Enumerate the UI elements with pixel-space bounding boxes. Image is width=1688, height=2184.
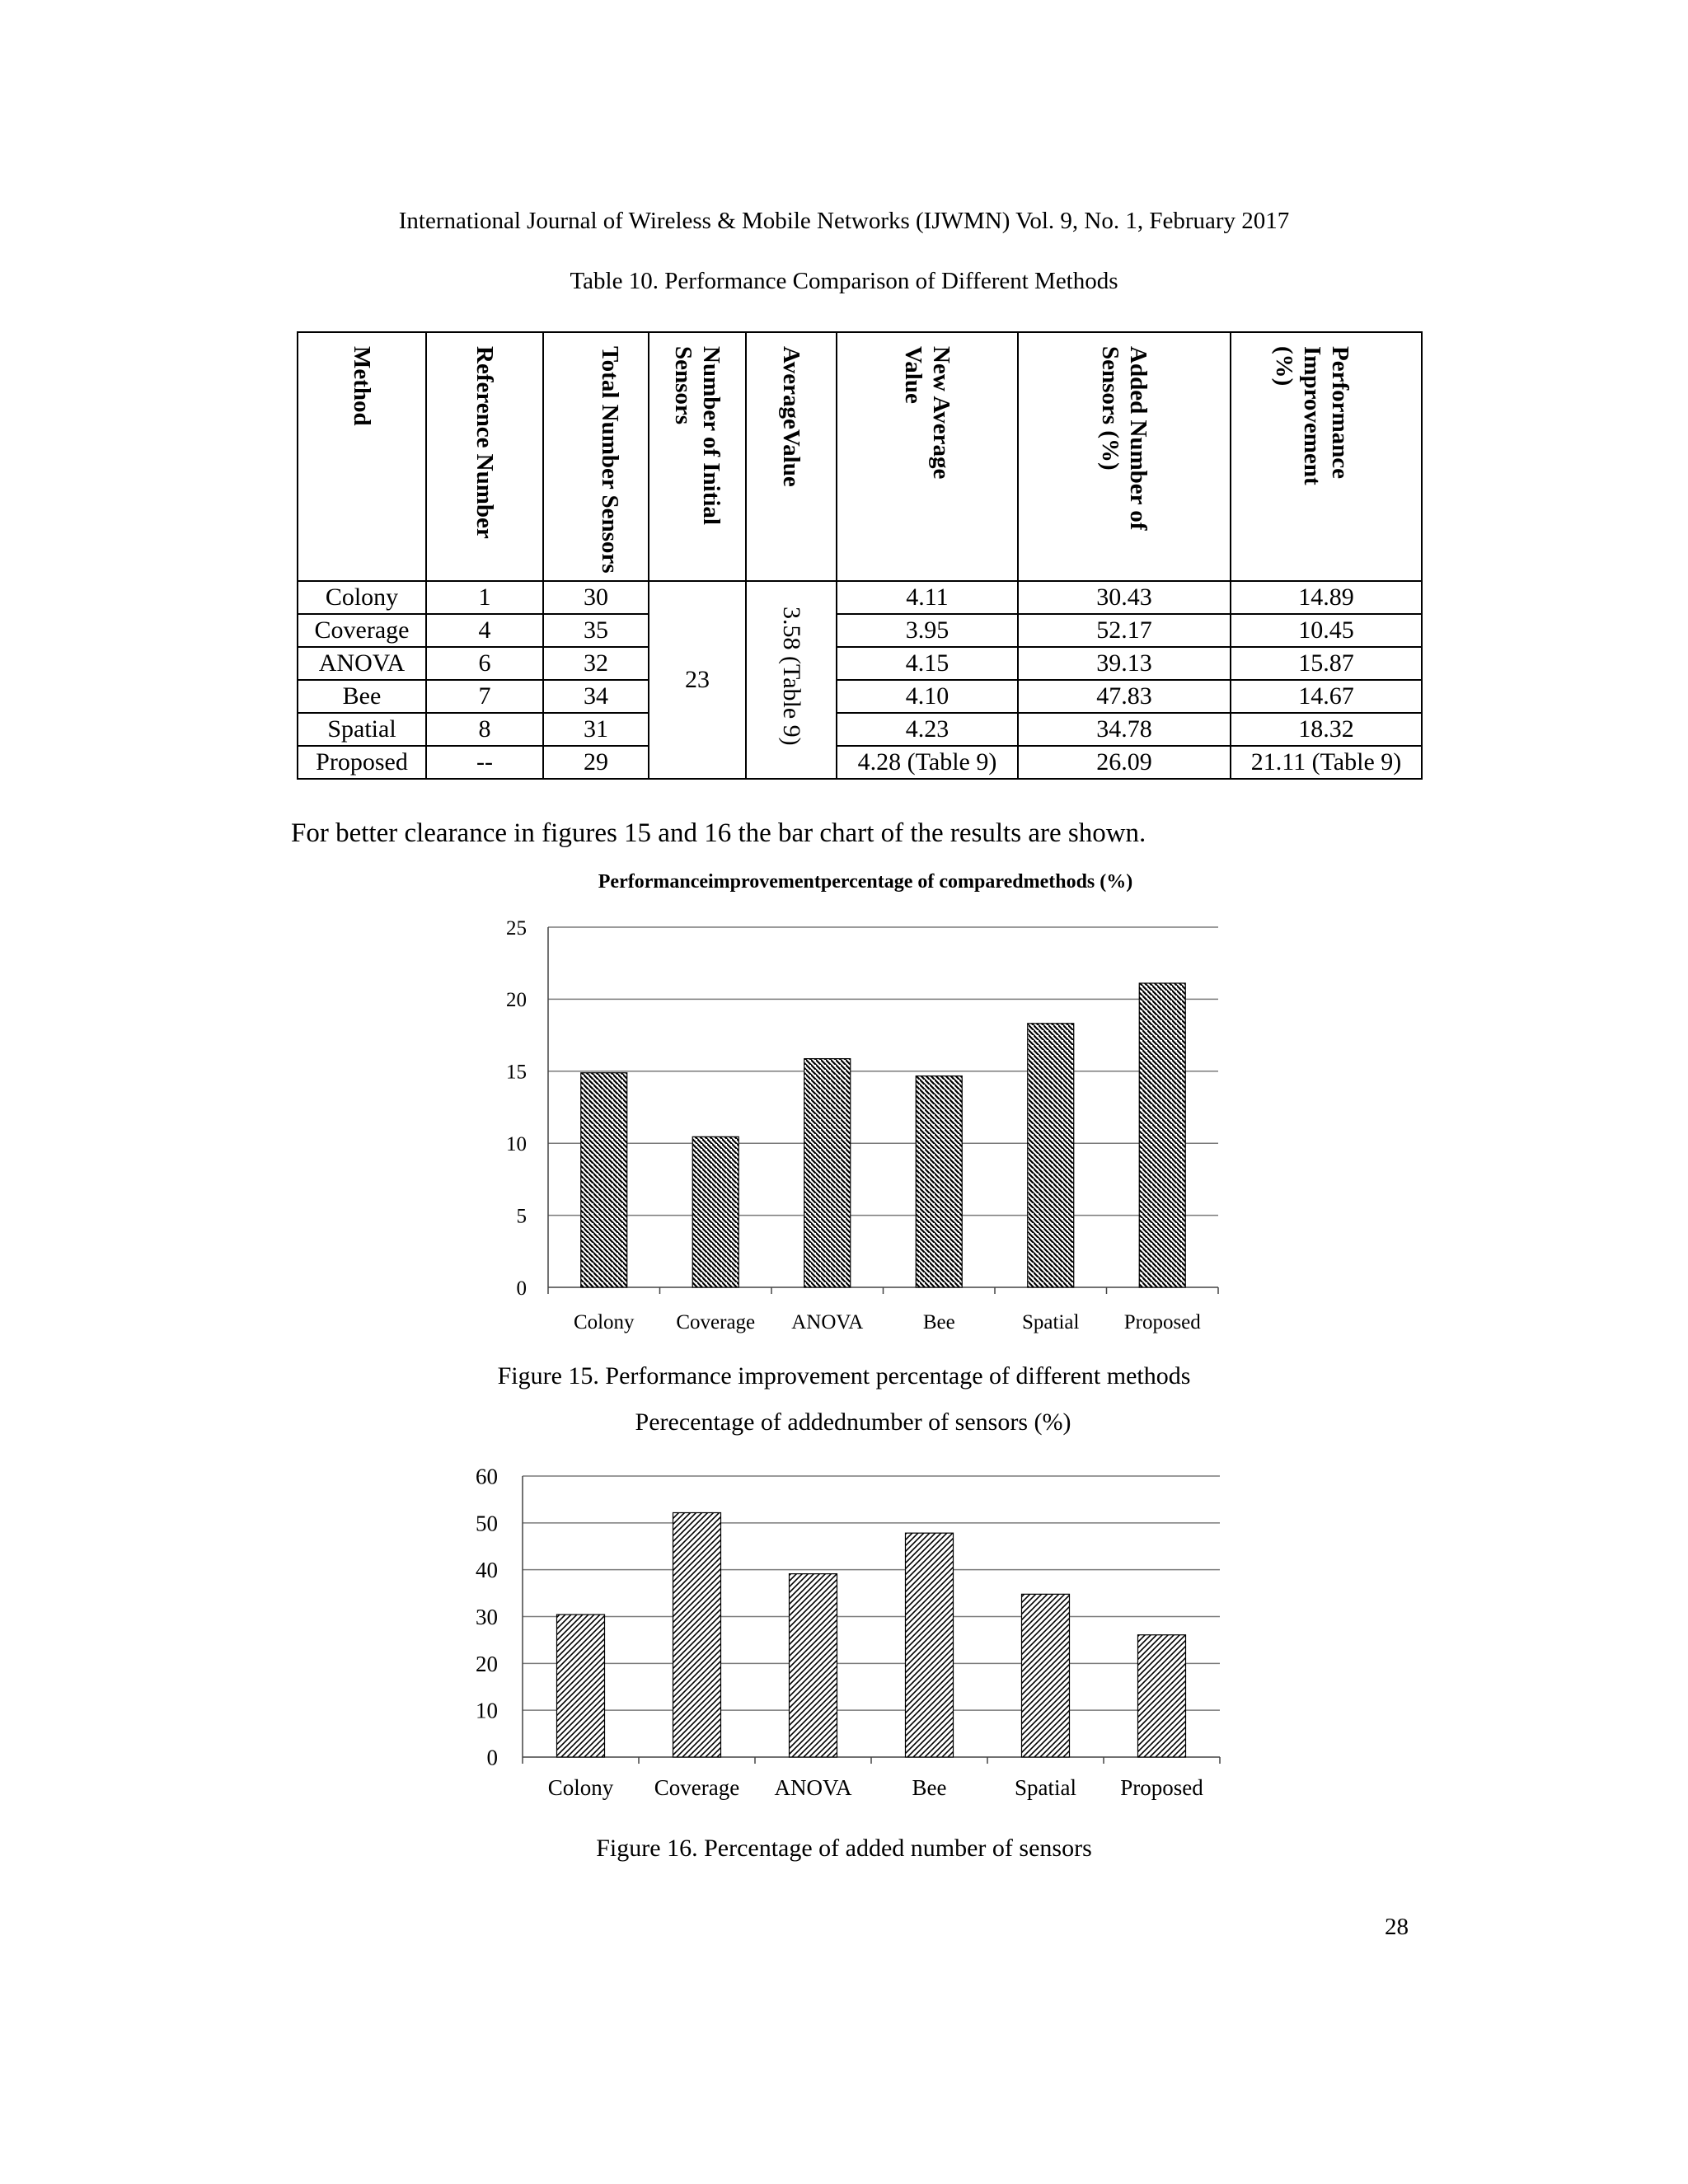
table-row	[298, 680, 1422, 713]
x-axis-labels	[574, 1311, 1201, 1333]
x-tick-label: Coverage	[654, 1775, 740, 1800]
y-tick-label: 30	[476, 1604, 498, 1629]
x-tick-label: Spatial	[1022, 1311, 1080, 1333]
cell-perf: 18.32	[1231, 713, 1422, 746]
cell-ref: 7	[426, 680, 543, 713]
bar-proposed	[1139, 983, 1185, 1287]
figure-15-caption: Figure 15. Performance improvement percentage of different methods	[497, 1362, 1191, 1390]
header-average-value: AverageValue	[746, 332, 837, 581]
x-axis-labels	[548, 1775, 1204, 1800]
y-tick-label: 60	[476, 1464, 498, 1489]
figure-16-chart	[0, 1401, 1688, 1821]
average-value-text: 3.58 (Table 9)	[778, 607, 805, 746]
cell-new-avg: 3.95	[837, 614, 1018, 647]
table-row	[298, 581, 1422, 614]
cell-method: ANOVA	[298, 647, 426, 680]
header-total-number-sensors: Total Number Sensors	[543, 332, 649, 581]
gridlines	[523, 1476, 1220, 1764]
figure-16-caption: Figure 16. Percentage of added number of sensors	[596, 1835, 1092, 1862]
intro-paragraph: For better clearance in figures 15 and 16 the bar chart of the results are shown.	[291, 818, 1146, 848]
x-tick-label: Bee	[922, 1311, 955, 1333]
table-header-row	[298, 332, 1422, 581]
header-number-initial-sensors: Number of Initial Sensors	[649, 332, 746, 581]
cell-method: Coverage	[298, 614, 426, 647]
cell-added: 30.43	[1018, 581, 1231, 614]
cell-added: 39.13	[1018, 647, 1231, 680]
cell-new-avg: 4.23	[837, 713, 1018, 746]
cell-new-avg: 4.11	[837, 581, 1018, 614]
cell-total: 32	[543, 647, 649, 680]
table-row	[298, 746, 1422, 779]
cell-total: 34	[543, 680, 649, 713]
cell-perf: 21.11 (Table 9)	[1231, 746, 1422, 779]
cell-ref: 4	[426, 614, 543, 647]
y-tick-label: 40	[476, 1558, 498, 1583]
table-row	[298, 614, 1422, 647]
y-tick-label: 15	[506, 1061, 527, 1084]
cell-added: 47.83	[1018, 680, 1231, 713]
bar-anova	[804, 1059, 851, 1287]
x-tick-label: Proposed	[1120, 1775, 1203, 1800]
y-tick-label: 5	[516, 1205, 527, 1228]
table-row	[298, 647, 1422, 680]
page-number: 28	[1385, 1914, 1409, 1940]
cell-ref: 8	[426, 713, 543, 746]
bars	[581, 983, 1186, 1287]
cell-added: 52.17	[1018, 614, 1231, 647]
cell-perf: 14.89	[1231, 581, 1422, 614]
y-tick-label: 10	[506, 1132, 527, 1155]
table-row	[298, 713, 1422, 746]
x-tick-label: Spatial	[1015, 1775, 1076, 1800]
header-method: Method	[298, 332, 426, 581]
cell-method: Spatial	[298, 713, 426, 746]
y-axis-ticks	[506, 917, 527, 1300]
x-tick-label: Proposed	[1123, 1311, 1201, 1333]
bars	[557, 1513, 1186, 1757]
y-tick-label: 50	[476, 1511, 498, 1536]
cell-new-avg: 4.10	[837, 680, 1018, 713]
gridlines	[548, 927, 1218, 1294]
bar-bee	[916, 1076, 962, 1287]
bar-coverage	[673, 1513, 721, 1757]
x-tick-label: Colony	[547, 1775, 614, 1800]
bar-colony	[557, 1615, 605, 1757]
results-table	[297, 331, 1423, 780]
x-tick-label: ANOVA	[791, 1311, 864, 1333]
y-tick-label: 20	[506, 989, 527, 1012]
bar-proposed	[1138, 1635, 1186, 1757]
cell-new-avg: 4.15	[837, 647, 1018, 680]
cell-perf: 15.87	[1231, 647, 1422, 680]
header-reference-number: Reference Number	[426, 332, 543, 581]
bar-spatial	[1028, 1024, 1074, 1287]
cell-perf: 14.67	[1231, 680, 1422, 713]
cell-added: 34.78	[1018, 713, 1231, 746]
header-added-number-sensors: Added Number of Sensors (%)	[1018, 332, 1231, 581]
bar-colony	[581, 1073, 627, 1287]
cell-average-value	[746, 581, 837, 779]
journal-header: International Journal of Wireless & Mobile Networks (IJWMN) Vol. 9, No. 1, February 2017	[398, 208, 1290, 234]
y-axis-ticks	[476, 1464, 498, 1769]
cell-method: Proposed	[298, 746, 426, 779]
y-tick-label: 0	[486, 1745, 498, 1770]
cell-ref: 1	[426, 581, 543, 614]
figure-15-chart	[0, 857, 1688, 1352]
cell-method: Bee	[298, 680, 426, 713]
y-tick-label: 10	[476, 1698, 498, 1723]
bar-coverage	[692, 1137, 738, 1287]
cell-total: 30	[543, 581, 649, 614]
header-performance-improvement: Performance Improvement (%)	[1231, 332, 1422, 581]
x-tick-label: Coverage	[676, 1311, 756, 1333]
cell-ref: 6	[426, 647, 543, 680]
cell-new-avg: 4.28 (Table 9)	[837, 746, 1018, 779]
x-tick-label: ANOVA	[774, 1775, 852, 1800]
bar-bee	[906, 1533, 954, 1757]
cell-initial-sensors: 23	[649, 581, 746, 779]
y-tick-label: 20	[476, 1651, 498, 1676]
cell-total: 31	[543, 713, 649, 746]
cell-ref: --	[426, 746, 543, 779]
bar-spatial	[1022, 1594, 1070, 1757]
header-new-average-value: New Average Value	[837, 332, 1018, 581]
chart-title: Performanceimprovementpercentage of comparedmethods (%)	[598, 871, 1133, 893]
y-tick-label: 0	[516, 1277, 527, 1300]
x-tick-label: Bee	[912, 1775, 947, 1800]
chart-title: Perecentage of addednumber of sensors (%)	[635, 1408, 1071, 1436]
y-tick-label: 25	[506, 916, 527, 940]
cell-method: Colony	[298, 581, 426, 614]
x-tick-label: Colony	[573, 1311, 635, 1333]
table-caption: Table 10. Performance Comparison of Different Methods	[570, 268, 1118, 294]
cell-added: 26.09	[1018, 746, 1231, 779]
cell-total: 29	[543, 746, 649, 779]
cell-total: 35	[543, 614, 649, 647]
cell-perf: 10.45	[1231, 614, 1422, 647]
bar-anova	[790, 1574, 837, 1757]
